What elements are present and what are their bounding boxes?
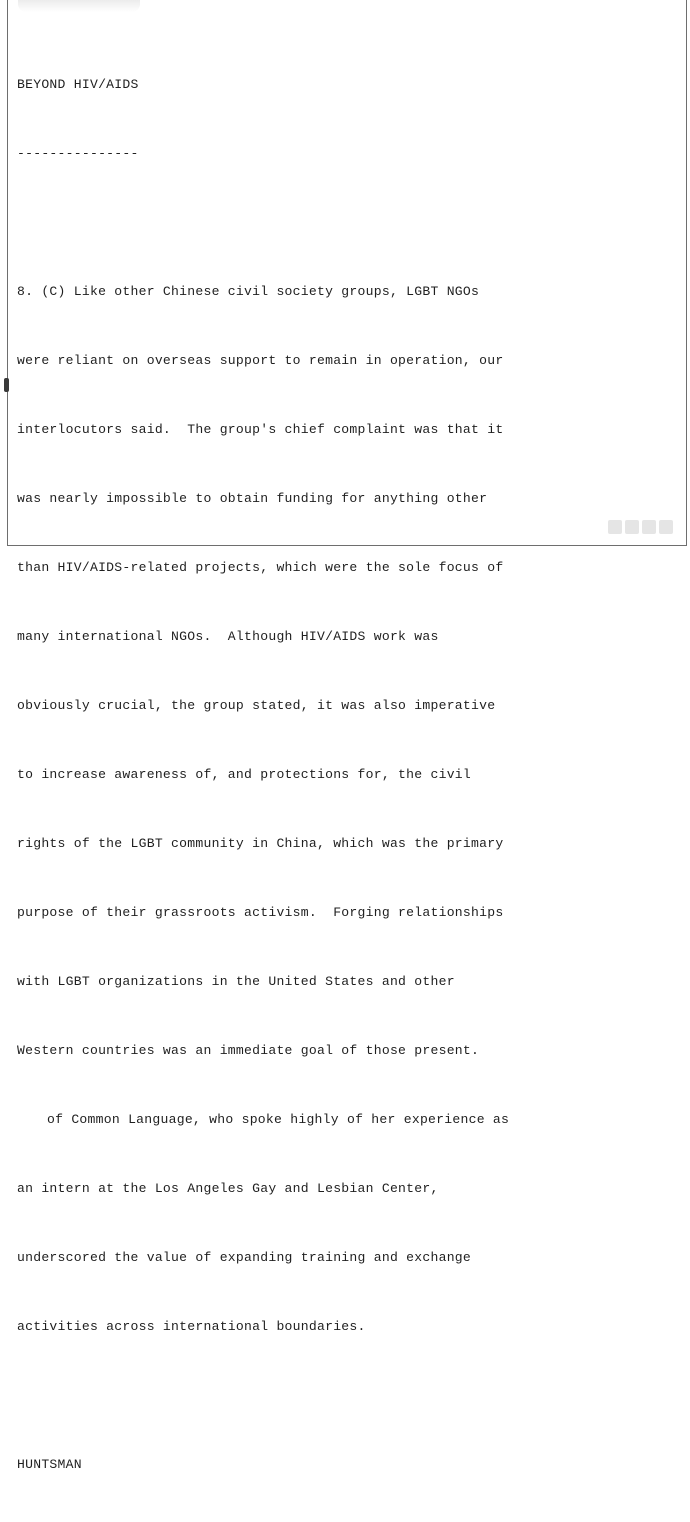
paragraph-line: 8. (C) Like other Chinese civil society groups, LGBT NGOs: [17, 284, 480, 299]
paragraph-line: activities across international boundaries.: [17, 1319, 366, 1334]
paragraph-line-redacted: [17, 1108, 509, 1131]
paragraph-line: rights of the LGBT community in China, which was the primary: [17, 836, 504, 851]
paragraph-line: underscored the value of expanding training and exchange: [17, 1250, 472, 1265]
paragraph-line: an intern at the Los Angeles Gay and Lesbian Center,: [17, 1181, 439, 1196]
paragraph-line: Western countries was an immediate goal of those present.: [17, 1043, 480, 1058]
paragraph-line: interlocutors said. The group's chief complaint was that it: [17, 422, 504, 437]
signature: HUNTSMAN: [17, 1457, 82, 1472]
paragraph-line: purpose of their grassroots activism. Forging relationships: [17, 905, 504, 920]
margin-mark: [4, 378, 9, 392]
paragraph-line: were reliant on overseas support to remain in operation, our: [17, 353, 504, 368]
blank-line: [17, 211, 509, 234]
paragraph-line: with LGBT organizations in the United States and other: [17, 974, 455, 989]
watermark-logo: [608, 520, 682, 540]
paragraph-line: than HIV/AIDS-related projects, which were the sole focus of: [17, 560, 504, 575]
paragraph-line-text: of Common Language, who spoke highly of her experience as: [47, 1112, 510, 1127]
paragraph-line: was nearly impossible to obtain funding for anything other: [17, 491, 488, 506]
section-rule: ---------------: [17, 146, 139, 161]
section-title: BEYOND HIV/AIDS: [17, 77, 139, 92]
blank-line: [17, 1384, 509, 1407]
paragraph-line: obviously crucial, the group stated, it was also imperative: [17, 698, 496, 713]
top-redaction-smudge: [18, 0, 140, 12]
cable-text: [17, 27, 509, 1522]
paragraph-line: many international NGOs. Although HIV/AIDS work was: [17, 629, 439, 644]
paragraph-line: to increase awareness of, and protections for, the civil: [17, 767, 472, 782]
